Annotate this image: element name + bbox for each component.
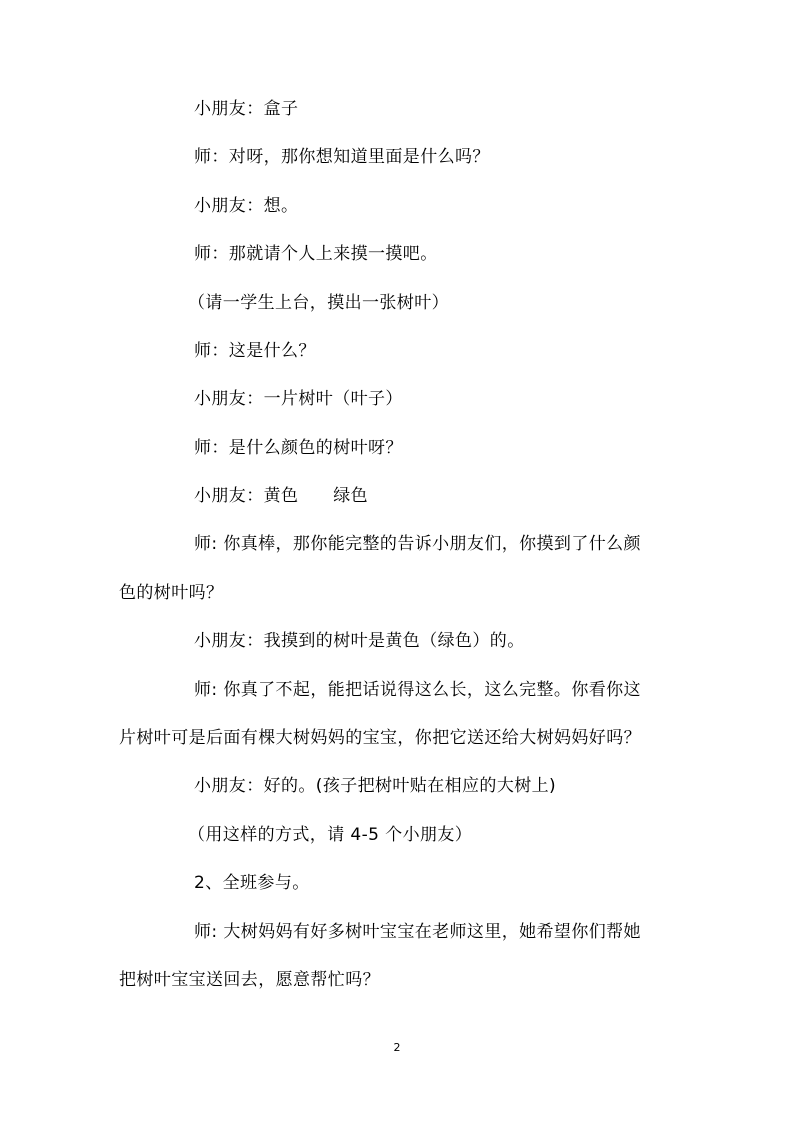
dialogue-line-continuation: 色的树叶吗？: [119, 583, 224, 603]
dialogue-line: 师：这是什么？: [194, 341, 316, 361]
dialogue-line: 师: 你真棒，那你能完整的告诉小朋友们，你摸到了什么颜: [194, 534, 641, 554]
dialogue-line: 小朋友：一片树叶（叶子）: [194, 389, 403, 409]
dialogue-line: 师：是什么颜色的树叶呀？: [194, 438, 403, 458]
dialogue-line: 小朋友：黄色 绿色: [194, 486, 368, 506]
stage-direction: （请一学生上台，摸出一张树叶）: [188, 293, 449, 313]
dialogue-line: 师: 你真了不起，能把话说得这么长，这么完整。你看你这: [194, 680, 641, 700]
dialogue-line: 师：那就请个人上来摸一摸吧。: [194, 244, 438, 264]
dialogue-line-continuation: 片树叶可是后面有棵大树妈妈的宝宝，你把它送还给大树妈妈好吗？: [119, 728, 641, 748]
dialogue-line-continuation: 把树叶宝宝送回去，愿意帮忙吗？: [119, 970, 380, 990]
section-heading: 2、全班参与。: [194, 873, 310, 893]
dialogue-line: 小朋友：想。: [194, 196, 299, 216]
page-number: 2: [393, 1041, 401, 1054]
stage-direction: （用这样的方式，请 4-5 个小朋友）: [188, 825, 473, 845]
dialogue-line: 师：对呀，那你想知道里面是什么吗？: [194, 147, 490, 167]
dialogue-line: 小朋友：我摸到的树叶是黄色（绿色）的。: [194, 631, 525, 651]
dialogue-line: 师: 大树妈妈有好多树叶宝宝在老师这里，她希望你们帮她: [194, 922, 641, 942]
dialogue-line: 小朋友：好的。(孩子把树叶贴在相应的大树上): [194, 776, 557, 796]
dialogue-line: 小朋友：盒子: [194, 99, 299, 119]
